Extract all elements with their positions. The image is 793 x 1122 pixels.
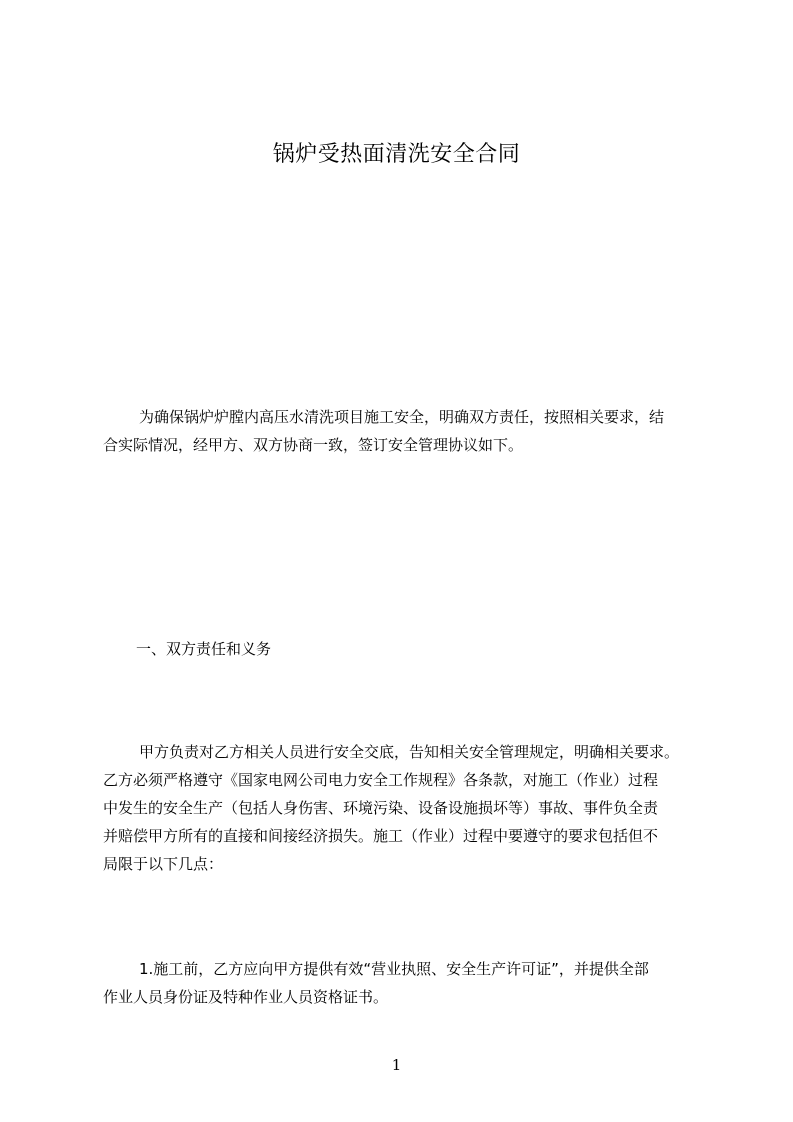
list-item-1: [103, 955, 703, 1011]
intro-line: 合实际情况，经甲方、双方协商一致，签订安全管理协议如下。: [103, 436, 524, 454]
page-number: 1: [391, 1056, 402, 1074]
list-item-line: 作业人员身份证及特种作业人员资格证书。: [103, 988, 389, 1006]
document-title: 锅炉受热面清洗安全合同: [272, 142, 521, 167]
section-heading: 一、双方责任和义务: [136, 640, 272, 658]
body-line: 并赔偿甲方所有的直接和间接经济损失。施工（作业）过程中要遵守的要求包括但不: [103, 827, 659, 845]
intro-line: 为确保锅炉炉膛内高压水清洗项目施工安全，明确双方责任，按照相关要求，结: [139, 408, 665, 426]
body-line: 局限于以下几点：: [103, 855, 224, 873]
body-paragraph: [103, 738, 703, 878]
intro-paragraph: [103, 403, 703, 459]
list-item-line: 1.施工前，乙方应向甲方提供有效“营业执照、安全生产许可证”，并提供全部: [139, 960, 649, 978]
body-line: 甲方负责对乙方相关人员进行安全交底，告知相关安全管理规定，明确相关要求。: [139, 743, 680, 761]
body-line: 中发生的安全生产（包括人身伤害、环境污染、设备设施损坏等）事故、事件负全责: [103, 799, 659, 817]
body-line: 乙方必须严格遵守《国家电网公司电力安全工作规程》各条款，对施工（作业）过程: [103, 771, 659, 789]
